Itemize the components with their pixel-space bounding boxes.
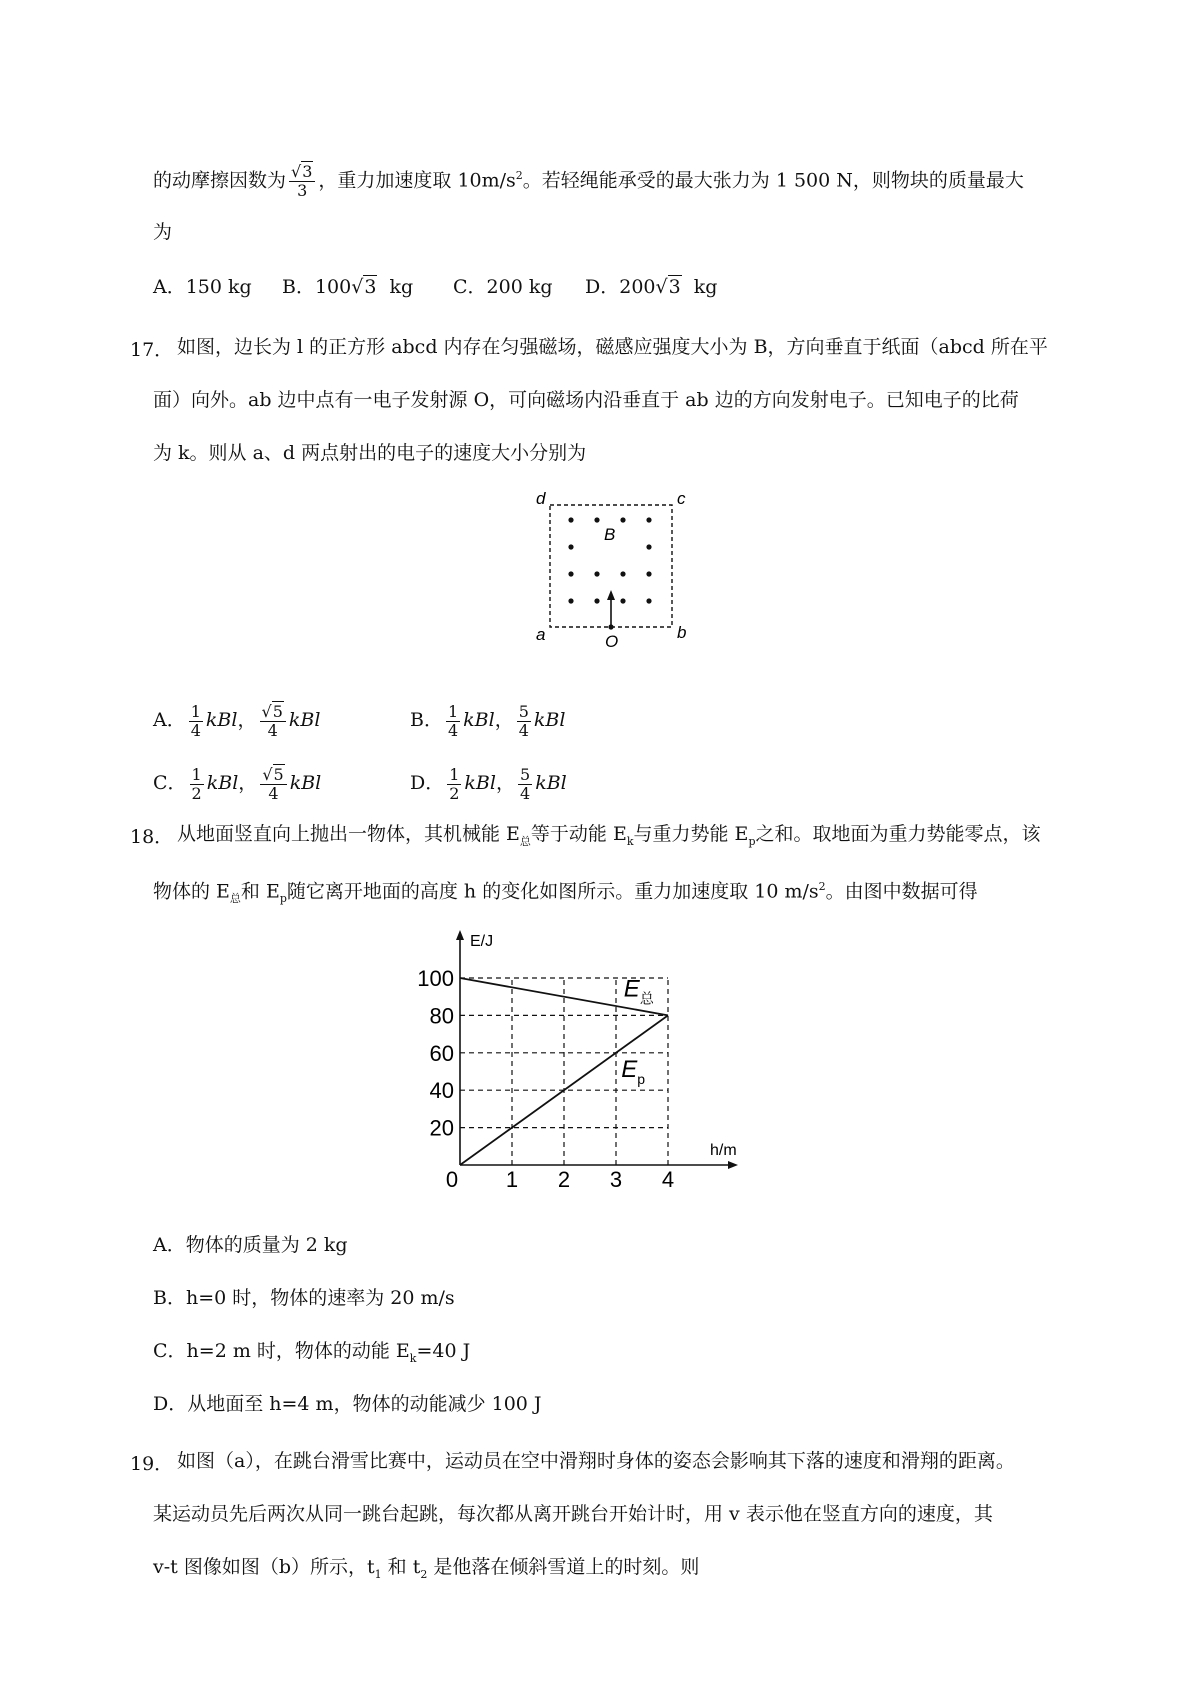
q18-sub: p [279,892,287,906]
var-kbl: kBl [533,709,566,731]
frac-num: 1 [190,701,201,721]
energy-height-chart [417,910,810,1200]
arrow-head-icon [607,590,615,600]
q16-option-d-radicand: 3 [668,276,681,298]
q18-option-c-text: C．h=2 m 时，物体的动能 E [153,1340,410,1362]
q18-text: 物体的 E [153,880,230,903]
q16-option-c: C．200 kg [453,276,553,298]
x-tick-label: 1 [505,1167,519,1192]
q18-text: 之和。取地面为重力势能零点，该 [755,823,1041,845]
q18-sub: 总 [519,834,531,848]
q16-text: 的动摩擦因数为 [153,169,287,192]
q16-option-b-label: B． [282,276,315,298]
source-point-o [608,624,613,629]
chart-axes [456,930,738,1169]
q18-sub: k [626,834,634,848]
q18-stem-line-1 [177,822,1041,854]
q18-sub: k [409,1351,417,1365]
q17-option-a: A． $\frac{1}{4}$ kBl， $\frac{√5}{4}$ kBl [153,701,321,740]
q16-option-b-radicand: 3 [364,276,377,298]
q18-number: 18． [130,826,174,848]
series-label-sub: 总 [639,990,654,1007]
frac-den: 4 [267,720,278,740]
label-d: d [536,489,546,508]
q18-option-d: D．从地面至 h=4 m，物体的动能减少 100 J [153,1393,542,1415]
mu-fraction: $\frac{√3}{3}$ [289,163,315,200]
q19-sub: 1 [374,1567,382,1581]
q17-stem-line-1: 如图，边长为 l 的正方形 abcd 内存在匀强磁场，磁感应强度大小为 B，方向垂直于纸面（abcd 所在平 [177,336,1048,358]
q18-sub: 总 [229,892,241,906]
q16-option-d-unit: kg [693,276,718,298]
q17-option-b [410,700,565,740]
frac-den: 4 [268,783,279,803]
label-c: c [677,489,686,508]
frac-den: 2 [449,783,460,803]
label-a: a [536,625,546,644]
q17-stem-line-3: 为 k。则从 a、d 两点射出的电子的速度大小分别为 [153,442,587,464]
series-label-2: $E_p$ [621,1056,646,1088]
q18-sub: p [748,834,756,848]
q18-text: 和 E [240,880,280,903]
q16-sup: 2 [515,169,523,183]
q16-option-a: A．150 kg [153,276,252,298]
x-axis-label: h/m [710,1142,737,1159]
q17-magnetic-field-figure [525,490,705,650]
origin-tick-label: 0 [445,1167,459,1192]
x-axis-arrow-icon [728,1161,738,1169]
q17-option-c-label: C． [153,772,187,794]
q16-stem-line-1 [153,163,1024,200]
q17-option-d-label: D． [410,772,445,794]
y-tick-label: 60 [429,1040,454,1066]
q18-sup: 2 [818,880,826,893]
q17-stem-line-2: 面）向外。ab 边中点有一电子发射源 O，可向磁场内沿垂直于 ab 边的方向发射电子。已知电子的比荷 [153,389,1019,411]
q18-text: 。由图中数据可得 [825,880,978,903]
var-kbl: kBl [289,772,322,794]
comma: ， [495,772,515,794]
var-kbl: kBl [463,709,495,731]
frac-den: 4 [520,783,531,803]
q16-option-d-coef: 200 [619,276,656,298]
q19-sub: 2 [420,1567,428,1581]
comma: ， [494,709,514,731]
q16-option-d-label: D． [585,276,620,298]
q18-text: 与重力势能 E [633,823,749,845]
var-kbl: kBl [464,772,496,794]
frac-num: 5 [518,701,529,721]
frac-den: 4 [190,720,201,740]
label-field-b: B [604,525,616,544]
y-tick-label: 80 [429,1003,454,1029]
q16-option-b-unit: kg [389,276,414,298]
frac-den: 4 [518,720,529,740]
y-axis-arrow-icon [456,930,464,940]
label-o: O [605,632,619,651]
q18-stem-line-2 [153,875,978,911]
q17-number: 17． [130,339,174,361]
q19-stem-line-2: 某运动员先后两次从同一跳台起跳，每次都从离开跳台开始计时，用 v 表示他在竖直方向的速度，其 [153,1503,993,1525]
frac-den: 4 [447,720,459,740]
q19-text: 是他落在倾斜雪道上的时刻。则 [427,1556,700,1578]
frac-num: 5 [272,701,283,721]
var-kbl: kBl [288,709,321,731]
q18-option-a: A．物体的质量为 2 kg [153,1234,348,1256]
series-label-sub: p [637,1071,646,1088]
var-kbl: kBl [205,709,238,731]
q19-stem-line-1: 如图（a），在跳台滑雪比赛中，运动员在空中滑翔时身体的姿态会影响其下落的速度和滑翔的距离。 [177,1450,1015,1472]
y-tick-label: 100 [417,966,454,991]
var-kbl: kBl [206,772,239,794]
y-tick-label: 20 [429,1115,454,1141]
frac-num: 1 [447,701,459,721]
y-axis-label: E/J [470,933,494,950]
frac-num: 5 [273,764,284,784]
q19-stem-line-3 [153,1555,699,1587]
q16-stem-line-2: 为 [153,221,173,243]
q18-text: 从地面竖直向上抛出一物体，其机械能 E [177,823,520,845]
q16-text: ，重力加速度取 10m/s [318,169,516,192]
q18-option-b: B．h=0 时，物体的速率为 20 m/s [153,1287,455,1309]
q19-text: v-t 图像如图（b）所示，t [153,1556,375,1578]
comma: ， [238,772,258,794]
q17-option-b-label: B． [410,709,443,731]
mu-numerator: 3 [302,162,313,181]
q18-option-c [153,1339,470,1371]
y-tick-label: 40 [429,1078,454,1104]
q17-option-d [410,763,567,803]
q16-option-b: B．100√3 kg [282,276,414,298]
var-kbl: kBl [535,772,567,794]
q18-text: 等于动能 E [530,823,627,845]
q17-option-c: C． $\frac{1}{2}$ kBl， $\frac{√5}{4}$ kBl [153,764,322,803]
series-label-1: $E_总$ [623,975,654,1007]
q19-number: 19． [130,1453,174,1475]
q17-option-a-label: A． [153,709,186,731]
q18-option-c-text: =40 J [416,1340,471,1362]
x-tick-label: 3 [609,1167,623,1192]
q16-text: 。若轻绳能承受的最大张力为 1 500 N，则物块的质量最大 [522,169,1024,192]
chart-labels [417,933,736,1192]
x-tick-label: 4 [661,1167,675,1192]
label-b: b [677,623,687,642]
q19-text: 和 t [381,1556,421,1578]
q16-option-b-coef: 100 [314,276,352,298]
frac-num: 1 [449,764,460,784]
frac-num: 5 [520,764,531,784]
mu-denominator: 3 [297,181,308,200]
q18-text: 随它离开地面的高度 h 的变化如图所示。重力加速度取 10 m/s [286,880,819,903]
q16-option-d: D．200√3 kg [585,276,718,298]
frac-num: 1 [191,764,202,784]
frac-den: 2 [191,783,202,803]
comma: ， [237,709,257,731]
x-tick-label: 2 [557,1167,571,1192]
